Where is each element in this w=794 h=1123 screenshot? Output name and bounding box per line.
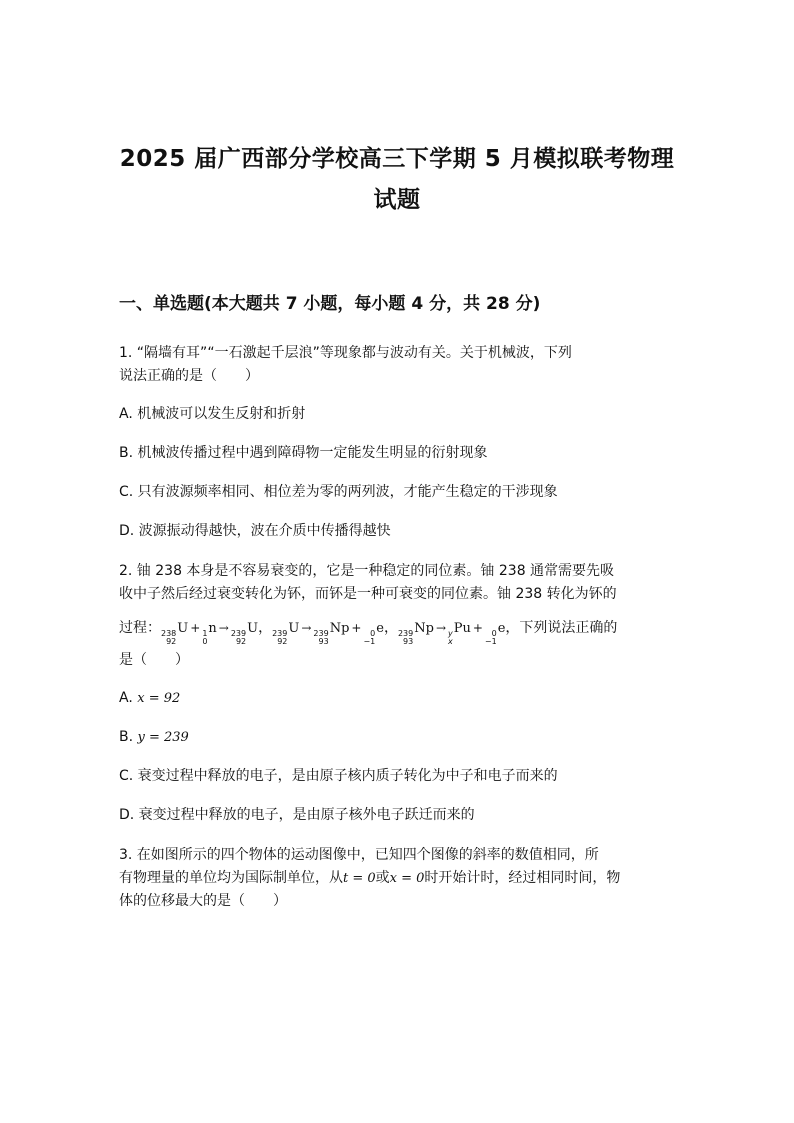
q3-stem-line1: 3. 在如图所示的四个物体的运动图像中，已知四个图像的斜率的数值相同，所 xyxy=(119,847,599,863)
q2-option-a-label: A. xyxy=(119,690,133,706)
document-title-line2: 试题 xyxy=(373,187,421,213)
q2-stem-line3 xyxy=(119,616,617,646)
q2-stem-line1: 2. 铀 238 本身是不容易衰变的，它是一种稳定的同位素。铀 238 通常需要先吸 xyxy=(119,563,615,579)
q1-option-c: C. 只有波源频率相同、相位差为零的两列波，才能产生稳定的干涉现象 xyxy=(119,484,558,500)
q2-option-b xyxy=(119,725,189,750)
decay-equations: 238 92 U + 1 0 n → 239 92 U， 239 92 U → 239 93 Np + 0 −1 e， 239 93 Np → y x Pu + 0 −1 e xyxy=(161,620,506,646)
q2-stem-line3-prefix: 过程： xyxy=(119,620,161,636)
q3-stem-line3: 体的位移最大的是（ ） xyxy=(119,893,287,909)
q3-stem-line2-b: 或 xyxy=(375,870,390,886)
q1-option-d: D. 波源振动得越快，波在介质中传播得越快 xyxy=(119,523,391,539)
q2-stem-line4: 是（ ） xyxy=(119,652,189,668)
q2-option-a-expr: x = 92 xyxy=(137,691,181,706)
q2-option-d: D. 衰变过程中释放的电子，是由原子核外电子跃迁而来的 xyxy=(119,807,475,823)
q3-stem-line2 xyxy=(119,866,620,891)
q2-stem-line2: 收中子然后经过衰变转化为钚，而钚是一种可衰变的同位素。铀 238 转化为钚的 xyxy=(119,586,617,602)
q1-stem-line2: 说法正确的是（ ） xyxy=(119,368,259,384)
q2-option-a xyxy=(119,686,180,711)
q1-stem-line1: 1. “隔墙有耳”“一石激起千层浪”等现象都与波动有关。关于机械波，下列 xyxy=(119,345,572,361)
section-heading: 一、单选题(本大题共 7 小题，每小题 4 分，共 28 分) xyxy=(119,294,541,314)
q1-option-a: A. 机械波可以发生反射和折射 xyxy=(119,406,306,422)
q2-option-b-expr: y = 239 xyxy=(137,730,189,745)
q2-option-c: C. 衰变过程中释放的电子，是由原子核内质子转化为中子和电子而来的 xyxy=(119,768,558,784)
q3-math-t0: t = 0 xyxy=(343,871,376,886)
q3-stem-line2-a: 有物理量的单位均为国际制单位，从 xyxy=(119,870,343,886)
q1-option-b: B. 机械波传播过程中遇到障碍物一定能发生明显的衍射现象 xyxy=(119,445,488,461)
q3-stem-line2-c: 时开始计时，经过相同时间，物 xyxy=(424,870,621,886)
q2-stem-line3-suffix: ，下列说法正确的 xyxy=(505,620,618,636)
document-title-line1: 2025 届广西部分学校高三下学期 5 月模拟联考物理 xyxy=(119,146,675,172)
q3-math-x0: x = 0 xyxy=(389,871,425,886)
q2-option-b-label: B. xyxy=(119,729,134,745)
